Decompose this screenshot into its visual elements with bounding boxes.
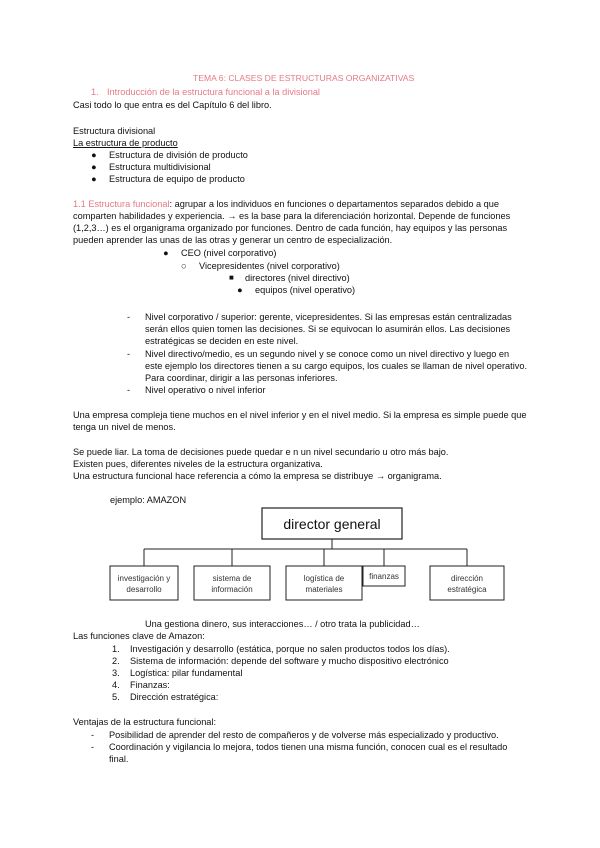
product-structure-heading: La estructura de producto	[73, 138, 178, 148]
dash-icon: -	[91, 742, 95, 752]
level-line: Para coordinar, dirigir a las personas inferiores.	[145, 373, 338, 383]
list-item: Estructura de división de producto	[109, 150, 248, 160]
function-label: sistema de	[212, 574, 252, 583]
note-line: Una estructura funcional hace referencia a cómo la empresa se distribuye → organigrama.	[73, 471, 442, 481]
list-number: 2.	[112, 656, 120, 666]
director-label: director general	[283, 516, 381, 532]
section-number: 1.	[91, 87, 99, 97]
dash-icon: -	[127, 385, 131, 395]
list-item: Logística: pilar fundamental	[130, 668, 243, 678]
bullet-icon: ●	[91, 162, 97, 172]
bullet-icon: ●	[237, 285, 243, 295]
function-box	[110, 566, 178, 600]
function-label: dirección	[450, 574, 484, 583]
function-label: materiales	[305, 585, 343, 594]
note-line: Se puede liar. La toma de decisiones puede quedar e n un nivel secundario u otro más bajo.	[73, 447, 449, 457]
funcional-paragraph-line	[73, 198, 499, 210]
circle-bullet-icon: ○	[181, 261, 187, 271]
org-chart	[100, 503, 520, 605]
paragraph-line: tenga un nivel de menos.	[73, 422, 176, 432]
list-item: Estructura de equipo de producto	[109, 174, 245, 184]
level-line: serán ellos quien tomen las decisiones. Si se equivocan lo asumirán ellos. Las decisiones	[145, 324, 511, 334]
list-item: Coordinación y vigilancia lo mejora, todos tienen una misma función, conocen cual es el resultado	[109, 742, 508, 752]
hierarchy-vp: Vicepresidentes (nivel corporativo)	[199, 261, 340, 271]
divisional-heading: Estructura divisional	[73, 126, 156, 136]
list-number: 3.	[112, 668, 120, 678]
function-label: información	[211, 585, 253, 594]
list-item: Estructura multidivisional	[109, 162, 211, 172]
paragraph-text: : agrupar a los individuos en funciones o departamentos separados debido a que	[169, 199, 499, 209]
section-title: Introducción de la estructura funcional a la divisional	[107, 87, 320, 97]
function-label: desarrollo	[126, 585, 162, 594]
list-number: 5.	[112, 692, 120, 702]
list-item: final.	[109, 754, 129, 764]
function-label: estratégica	[447, 585, 487, 594]
function-label: logística de	[303, 574, 345, 583]
hierarchy-teams: equipos (nivel operativo)	[255, 285, 356, 295]
hierarchy-directors: directores (nivel directivo)	[245, 273, 350, 283]
level-line: Nivel directivo/medio, es un segundo nivel y se conoce como un nivel directivo y luego en	[145, 349, 510, 359]
dash-icon: -	[127, 312, 131, 322]
level-line: Nivel corporativo / superior: gerente, vicepresidentes. Si las empresas están centralizadas	[145, 312, 512, 322]
function-label: finanzas	[369, 572, 399, 581]
functions-heading: Las funciones clave de Amazon:	[73, 631, 205, 641]
function-label: investigación y	[117, 574, 171, 583]
level-line: estratégicas se deciden en este nivel.	[145, 336, 299, 346]
level-line: este ejemplo los directores tienen a su cargo equipos, los cuales se llaman de nivel operativo.	[145, 361, 528, 371]
page-title: TEMA 6: CLASES DE ESTRUCTURAS ORGANIZATIVAS	[193, 73, 415, 83]
list-item: Dirección estratégica:	[130, 692, 219, 702]
list-item: Finanzas:	[130, 680, 170, 690]
function-box	[430, 566, 504, 600]
example-label: ejemplo: AMAZON	[110, 495, 187, 505]
list-number: 1.	[112, 644, 120, 654]
advantages-heading: Ventajas de la estructura funcional:	[73, 717, 217, 727]
level-line: Nivel operativo o nivel inferior	[145, 385, 266, 395]
function-box	[194, 566, 270, 600]
funcional-label: 1.1 Estructura funcional	[73, 199, 170, 209]
list-item: Investigación y desarrollo (estática, porque no salen productos todos los días).	[130, 644, 450, 654]
function-box	[286, 566, 362, 600]
intro-note: Casi todo lo que entra es del Capítulo 6 del libro.	[73, 100, 272, 110]
paragraph-line: Una empresa compleja tiene muchos en el nivel inferior y en el nivel medio. Si la empresa es simple puede que	[73, 410, 527, 420]
dash-icon: -	[91, 730, 95, 740]
dash-icon: -	[127, 349, 131, 359]
paragraph-line: comparten habilidades y experiencia. → es la base para la diferenciación horizontal. Depende de funciones	[73, 211, 511, 221]
bullet-icon: ●	[163, 248, 169, 258]
chart-caption: Una gestiona dinero, sus interacciones… / otro trata la publicidad…	[145, 619, 420, 629]
bullet-icon: ●	[91, 174, 97, 184]
bullet-icon: ●	[91, 150, 97, 160]
square-bullet-icon: ■	[229, 273, 234, 282]
paragraph-line: (1,2,3…) es el organigrama organizado por funciones. Dentro de cada función, hay equipos y las personas	[73, 223, 508, 233]
list-number: 4.	[112, 680, 120, 690]
paragraph-line: pueden aprender las unas de las otras y generar un centro de especialización.	[73, 235, 393, 245]
note-line: Existen pues, diferentes niveles de la estructura organizativa.	[73, 459, 323, 469]
list-item: Posibilidad de aprender del resto de compañeros y de volverse más especializado y productivo.	[109, 730, 499, 740]
hierarchy-ceo: CEO (nivel corporativo)	[181, 248, 277, 258]
list-item: Sistema de información: depende del software y mucho dispositivo electrónico	[130, 656, 449, 666]
